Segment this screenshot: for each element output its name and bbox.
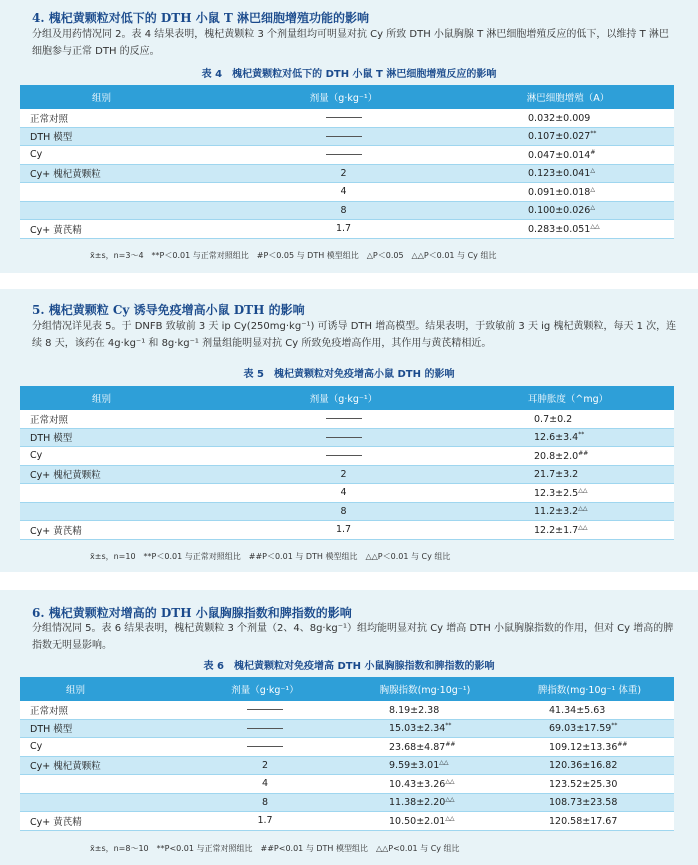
- value-text: 11.2±3.2: [534, 506, 579, 518]
- dash-line: [326, 437, 362, 438]
- table-row: [20, 812, 674, 831]
- value-cell: [345, 793, 505, 812]
- group-cell: Cy+ 槐杞黄颗粒: [20, 465, 225, 484]
- dose-cell: 2: [225, 465, 462, 484]
- col-header-dose: 剂量（g·kg⁻¹）: [225, 85, 462, 109]
- col-header-value: 淋巴细胞增殖（A）: [462, 85, 674, 109]
- table-row: [20, 220, 674, 239]
- significance-mark: △△: [578, 523, 588, 531]
- group-cell: 正常对照: [20, 701, 185, 719]
- group-cell: 正常对照: [20, 109, 225, 127]
- table-row: [20, 109, 674, 127]
- value-text: 108.73±23.58: [549, 797, 618, 809]
- group-cell: Cy+ 槐杞黄颗粒: [20, 756, 185, 775]
- value-text: 10.43±3.26: [389, 778, 446, 790]
- table-row: [20, 775, 674, 794]
- significance-mark: ##: [445, 740, 456, 748]
- group-cell: [20, 502, 225, 521]
- value-cell: [462, 465, 674, 484]
- table-5-note: x̄±s，n=10 **P＜0.01 与正常对照组比 ##P＜0.01 与 DTH 模型组比 △△P＜0.01 与 Cy 组比: [90, 552, 451, 561]
- value-cell: [505, 812, 674, 831]
- dose-cell: 8: [185, 793, 345, 812]
- dose-cell: 1.7: [225, 220, 462, 239]
- group-cell: Cy: [20, 738, 185, 757]
- value-text: 123.52±25.30: [549, 778, 618, 790]
- value-cell: [462, 521, 674, 540]
- table-5: [20, 386, 674, 540]
- value-cell: [462, 220, 674, 239]
- value-cell: [505, 793, 674, 812]
- value-cell: [462, 484, 674, 503]
- dose-dash: [185, 738, 345, 757]
- value-cell: [505, 701, 674, 719]
- group-cell: DTH 模型: [20, 719, 185, 738]
- significance-mark: △△: [439, 759, 449, 767]
- significance-mark: △△: [590, 222, 600, 230]
- dash-line: [326, 117, 362, 118]
- value-cell: [462, 502, 674, 521]
- table-row: [20, 164, 674, 183]
- value-text: 0.7±0.2: [534, 413, 573, 425]
- significance-mark: **: [611, 722, 618, 730]
- table-5-caption: 表 5 槐杞黄颗粒对免疫增高小鼠 DTH 的影响: [243, 369, 455, 380]
- table-row: [20, 738, 674, 757]
- dose-dash: [225, 146, 462, 165]
- section-4: [0, 0, 698, 273]
- value-cell: [462, 201, 674, 220]
- table-6: [20, 677, 674, 831]
- section-5-heading: 5. 槐杞黄颗粒 Cy 诱导免疫增高小鼠 DTH 的影响: [32, 303, 305, 317]
- value-text: 12.2±1.7: [534, 524, 579, 536]
- dose-dash: [185, 719, 345, 738]
- value-cell: [345, 719, 505, 738]
- value-cell: [505, 719, 674, 738]
- value-text: 120.58±17.67: [549, 815, 618, 827]
- col-header-dose: 剂量（g·kg⁻¹）: [185, 677, 345, 701]
- dose-cell: 1.7: [225, 521, 462, 540]
- dash-line: [247, 728, 283, 729]
- col-header-thymus: 胸腺指数(mg·10g⁻¹): [345, 677, 505, 701]
- group-cell: 正常对照: [20, 410, 225, 428]
- table-row: [20, 756, 674, 775]
- significance-mark: △: [590, 185, 595, 193]
- value-cell: [462, 428, 674, 447]
- value-text: 12.6±3.4: [534, 432, 579, 444]
- table-row: [20, 719, 674, 738]
- significance-mark: △△: [445, 777, 455, 785]
- significance-mark: **: [445, 722, 452, 730]
- value-cell: [345, 738, 505, 757]
- value-cell: [462, 447, 674, 466]
- significance-mark: △△: [578, 505, 588, 513]
- group-cell: DTH 模型: [20, 428, 225, 447]
- dose-cell: 4: [225, 183, 462, 202]
- table-header-row: [20, 386, 674, 410]
- dose-cell: 2: [225, 164, 462, 183]
- group-cell: Cy+ 黄芪精: [20, 220, 225, 239]
- table-row: [20, 146, 674, 165]
- significance-mark: △△: [578, 486, 588, 494]
- group-cell: [20, 183, 225, 202]
- dose-cell: 2: [185, 756, 345, 775]
- dash-line: [326, 455, 362, 456]
- significance-mark: ##: [578, 449, 589, 457]
- group-cell: Cy+ 黄芪精: [20, 812, 185, 831]
- significance-mark: **: [590, 130, 597, 138]
- section-5-paragraph: 分组情况详见表 5。于 DNFB 致敏前 3 天 ip Cy(250mg·kg⁻¹) 可诱导 DTH 增高模型。结果表明，于致敏前 3 天 ig 槐杞黄颗粒，每天 1 次，连续 8 天，该药在 4g·kg⁻¹ 和 8g·kg⁻¹ 剂量组能明显对抗 Cy 所致免疫增高作用，其作用与黄芪精相近。: [32, 321, 677, 349]
- value-text: 109.12±13.36: [549, 741, 618, 753]
- value-cell: [462, 127, 674, 146]
- value-text: 11.38±2.20: [389, 797, 446, 809]
- table-header-row: [20, 85, 674, 109]
- value-text: 20.8±2.0: [534, 450, 579, 462]
- value-cell: [505, 756, 674, 775]
- dose-dash: [185, 701, 345, 719]
- group-cell: [20, 793, 185, 812]
- significance-mark: △△: [445, 814, 455, 822]
- table-row: [20, 484, 674, 503]
- significance-mark: ##: [617, 740, 628, 748]
- dose-dash: [225, 447, 462, 466]
- value-cell: [345, 701, 505, 719]
- dose-cell: 4: [225, 484, 462, 503]
- col-header-value: 耳肿胀度（^mg）: [462, 386, 674, 410]
- section-4-paragraph: 分组及用药情况同 2。表 4 结果表明，槐杞黄颗粒 3 个剂量组均可明显对抗 Cy 所致 DTH 小鼠胸腺 T 淋巴细胞增殖反应的低下，以维持 T 淋巴细胞参与正常 DTH 的反应。: [32, 29, 669, 57]
- table-row: [20, 701, 674, 719]
- dose-dash: [225, 127, 462, 146]
- significance-mark: △: [590, 204, 595, 212]
- value-text: 120.36±16.82: [549, 760, 618, 772]
- table-row: [20, 502, 674, 521]
- dose-cell: 4: [185, 775, 345, 794]
- value-cell: [505, 775, 674, 794]
- group-cell: [20, 775, 185, 794]
- table-6-caption: 表 6 槐杞黄颗粒对免疫增高 DTH 小鼠胸腺指数和脾指数的影响: [203, 661, 495, 672]
- col-header-dose: 剂量（g·kg⁻¹）: [225, 386, 462, 410]
- section-6-paragraph: 分组情况同 5。表 6 结果表明，槐杞黄颗粒 3 个剂量（2、4、8g·kg⁻¹）组均能明显对抗 Cy 增高 DTH 小鼠胸腺指数的作用，但对 Cy 增高的脾指数无明显影响。: [32, 623, 674, 651]
- table-row: [20, 410, 674, 428]
- value-text: 0.283±0.051: [528, 223, 591, 235]
- col-header-spleen: 脾指数(mg·10g⁻¹ 体重): [505, 677, 674, 701]
- col-header-group: 组别: [20, 386, 225, 410]
- dash-line: [247, 746, 283, 747]
- value-text: 0.032±0.009: [528, 112, 591, 124]
- dose-cell: 1.7: [185, 812, 345, 831]
- table-row: [20, 465, 674, 484]
- value-text: 0.123±0.041: [528, 168, 591, 180]
- table-row: [20, 793, 674, 812]
- section-4-heading: 4. 槐杞黄颗粒对低下的 DTH 小鼠 T 淋巴细胞增殖功能的影响: [32, 11, 370, 25]
- table-row: [20, 428, 674, 447]
- value-cell: [462, 410, 674, 428]
- dash-line: [247, 709, 283, 710]
- significance-mark: △: [590, 167, 595, 175]
- dash-line: [326, 136, 362, 137]
- value-text: 21.7±3.2: [534, 469, 579, 481]
- value-cell: [345, 775, 505, 794]
- significance-mark: #: [590, 148, 596, 156]
- value-cell: [462, 109, 674, 127]
- value-text: 8.19±2.38: [389, 704, 440, 716]
- section-6-heading: 6. 槐杞黄颗粒对增高的 DTH 小鼠胸腺指数和脾指数的影响: [32, 606, 352, 620]
- table-row: [20, 127, 674, 146]
- value-text: 10.50±2.01: [389, 815, 446, 827]
- table-header-row: [20, 677, 674, 701]
- value-text: 41.34±5.63: [549, 704, 606, 716]
- value-cell: [462, 164, 674, 183]
- table-row: [20, 183, 674, 202]
- group-cell: [20, 484, 225, 503]
- table-4-note: x̄±s，n=3～4 **P＜0.01 与正常对照组比 #P＜0.05 与 DTH 模型组比 △P＜0.05 △△P＜0.01 与 Cy 组比: [90, 251, 497, 260]
- value-cell: [345, 756, 505, 775]
- value-text: 0.047±0.014: [528, 149, 591, 161]
- value-text: 0.100±0.026: [528, 205, 591, 217]
- group-cell: DTH 模型: [20, 127, 225, 146]
- value-text: 9.59±3.01: [389, 760, 440, 772]
- group-cell: Cy: [20, 146, 225, 165]
- dose-dash: [225, 109, 462, 127]
- significance-mark: **: [578, 431, 585, 439]
- group-cell: Cy: [20, 447, 225, 466]
- value-text: 0.091±0.018: [528, 186, 591, 198]
- col-header-group: 组别: [20, 85, 225, 109]
- section-5: [0, 289, 698, 572]
- dose-cell: 8: [225, 201, 462, 220]
- dose-dash: [225, 410, 462, 428]
- value-cell: [462, 146, 674, 165]
- value-text: 12.3±2.5: [534, 487, 579, 499]
- group-cell: Cy+ 槐杞黄颗粒: [20, 164, 225, 183]
- dose-dash: [225, 428, 462, 447]
- col-header-group: 组别: [20, 677, 185, 701]
- group-cell: Cy+ 黄芪精: [20, 521, 225, 540]
- table-4: [20, 85, 674, 239]
- dash-line: [326, 418, 362, 419]
- dose-cell: 8: [225, 502, 462, 521]
- section-6: [0, 590, 698, 865]
- group-cell: [20, 201, 225, 220]
- dash-line: [326, 154, 362, 155]
- value-text: 15.03±2.34: [389, 723, 446, 735]
- value-text: 23.68±4.87: [389, 741, 446, 753]
- table-6-note: x̄±s，n=8～10 **P<0.01 与正常对照组比 ##P<0.01 与 DTH 模型组比 △△P<0.01 与 Cy 组比: [90, 844, 460, 853]
- value-text: 0.107±0.027: [528, 131, 591, 143]
- value-cell: [505, 738, 674, 757]
- value-cell: [345, 812, 505, 831]
- table-row: [20, 521, 674, 540]
- table-row: [20, 201, 674, 220]
- significance-mark: △△: [445, 796, 455, 804]
- value-cell: [462, 183, 674, 202]
- table-4-caption: 表 4 槐杞黄颗粒对低下的 DTH 小鼠 T 淋巴细胞增殖反应的影响: [201, 69, 497, 80]
- value-text: 69.03±17.59: [549, 723, 612, 735]
- table-row: [20, 447, 674, 466]
